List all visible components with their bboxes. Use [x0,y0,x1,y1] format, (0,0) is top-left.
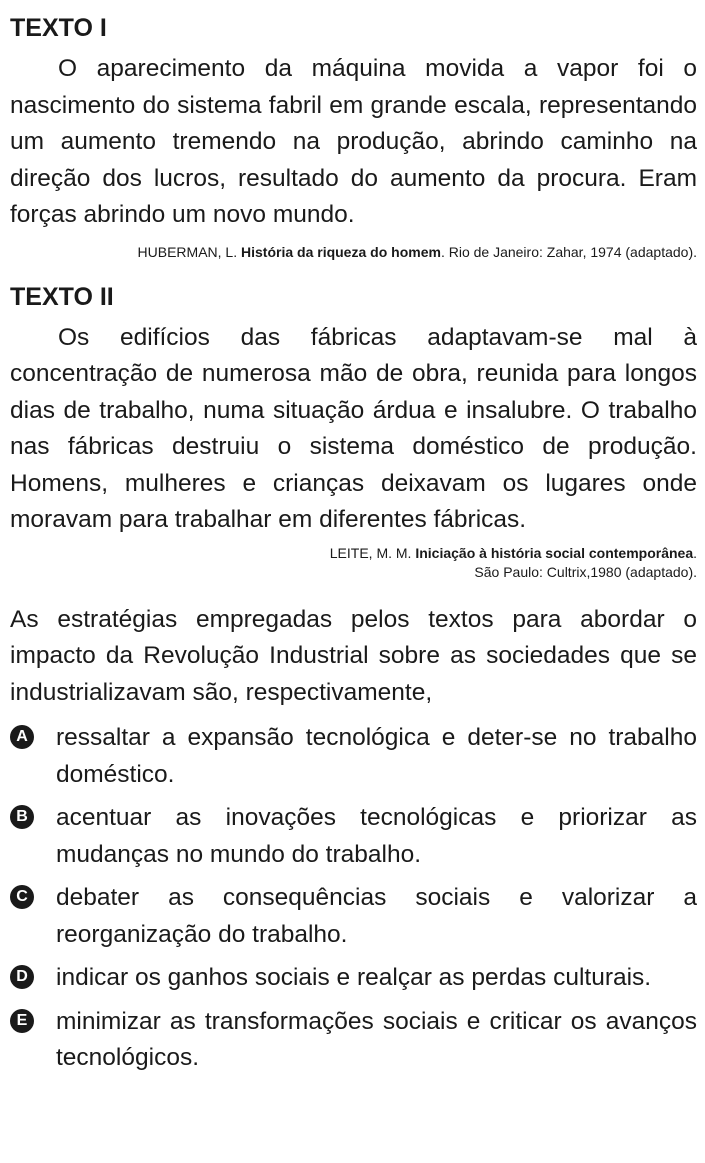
document-page [10,12,697,1084]
question-stem: As estratégias empregadas pelos textos para abordar o impacto da Revolução Industrial sobre as sociedades que se industrializavam são, respectivamente, [10,605,697,706]
option-d[interactable] [10,960,697,997]
option-d-letter-icon: D [10,965,34,989]
option-b-text: acentuar as inovações tecnológicas e priorizar as mudanças no mundo do trabalho. [56,804,697,868]
option-a[interactable] [10,720,697,793]
texto2-title: TEXTO II [10,282,114,311]
option-c-text: debater as consequências sociais e valorizar a reorganização do trabalho. [56,884,697,948]
option-c-letter-icon: C [10,885,34,909]
option-a-letter-icon: A [10,725,34,749]
answer-options [10,720,697,1077]
texto1-source-author: HUBERMAN, L. [137,243,241,260]
texto2-source-punct: . [693,544,697,561]
option-e-letter-icon: E [10,1009,34,1033]
texto2-source-author: LEITE, M. M. [329,544,416,561]
texto1-paragraph: O aparecimento da máquina movida a vapor foi o nascimento do sistema fabril em grande escala, representando um aumento tremendo na produção, abrindo caminho na direção dos lucros, resultado do aumento da procura. Eram forças abrindo um novo mundo. [10,55,697,228]
texto2-paragraph: Os edifícios das fábricas adaptavam-se mal à concentração de numerosa mão de obra, reunida para longos dias de trabalho, numa situação árdua e insalubre. O trabalho nas fábricas destruiu o sistema doméstico de produção. Homens, mulheres e crianças deixavam os lugares onde moravam para trabalhar em diferentes fábricas. [10,323,697,533]
option-d-text: indicar os ganhos sociais e realçar as perdas culturais. [56,964,652,991]
texto1-title: TEXTO I [10,14,107,42]
option-e-text: minimizar as transformações sociais e criticar os avanços tecnológicos. [56,1007,697,1071]
option-a-text: ressaltar a expansão tecnológica e deter-se no trabalho doméstico. [56,724,697,788]
texto1-source [10,243,697,262]
texto2-source-line1 [10,544,697,563]
texto2-source-book: Iniciação à história social contemporânea [415,544,694,561]
texto1-source-book: História da riqueza do homem [241,243,441,260]
texto2-source-line2: São Paulo: Cultrix,1980 (adaptado). [474,563,697,580]
option-c[interactable] [10,880,697,953]
texto2-source [10,544,697,582]
texto1-source-publisher: . Rio de Janeiro: Zahar, 1974 (adaptado). [440,243,697,260]
option-e[interactable] [10,1004,697,1077]
option-b-letter-icon: B [10,805,34,829]
option-b[interactable] [10,800,697,873]
